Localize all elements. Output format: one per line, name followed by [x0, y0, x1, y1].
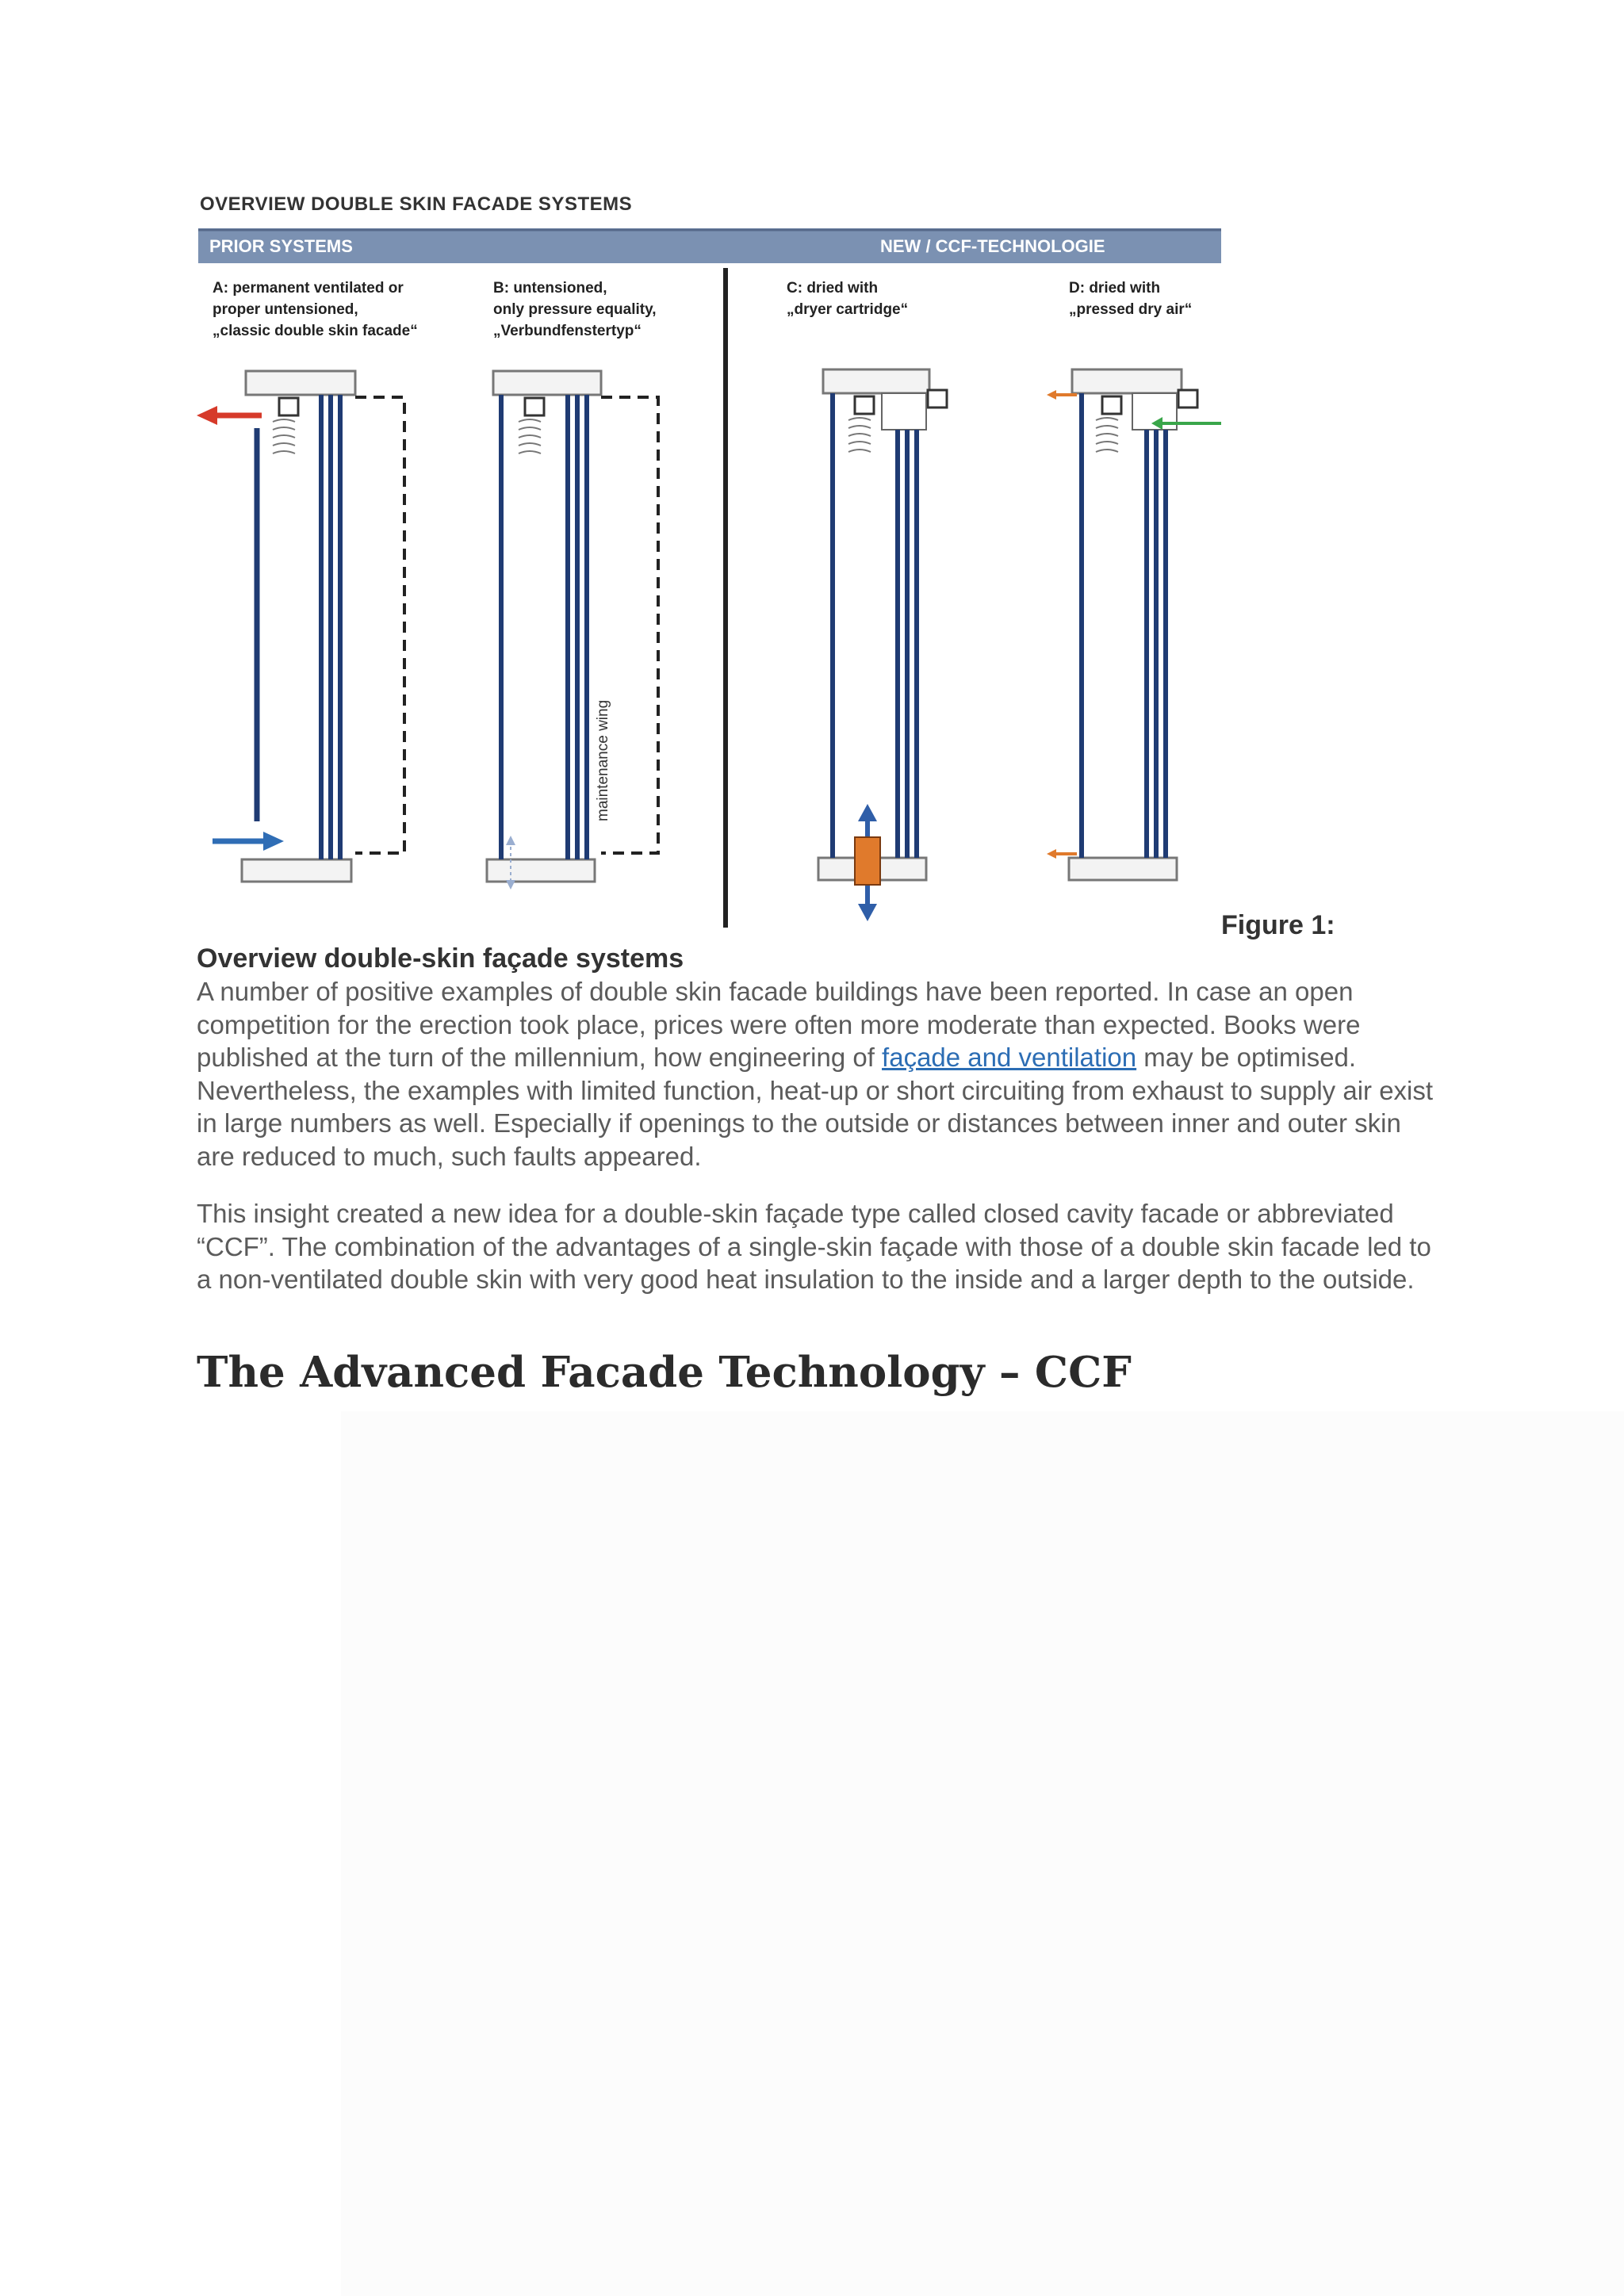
- paragraph-1-text-b: may be optimised. Nevertheless, the examples with limited function, heat-up or short circuiting from exhaust to supply air exist in large numbers as well. Especially if openings to the outside or distances between inner and outer skin are reduced to much, such faults appeared.: [197, 1043, 1434, 1171]
- page-background-shade: [341, 1411, 1624, 2296]
- figure-number: Figure 1:: [1221, 910, 1335, 940]
- variant-c-diagram: [818, 369, 947, 921]
- paragraph-1-text-a: A number of positive examples of double skin facade buildings have been reported. In case an open competition for the erection took place, prices were often more moderate than expected. Books were published at the turn of the millennium, how engineering of: [197, 977, 1361, 1072]
- paragraph-1: [197, 975, 1434, 1173]
- paragraph-2: This insight created a new idea for a double-skin façade type called closed cavity facade or abbreviated “CCF”. The combination of the advantages of a single-skin façade with those of a double skin facade led to a non-ventilated double skin with very good heat insulation to the inside and a larger depth to the outside.: [197, 1199, 1431, 1294]
- variant-d-diagram: [1047, 369, 1221, 880]
- facade-systems-figure: [190, 187, 1221, 932]
- section-heading: The Advanced Facade Technology – CCF: [197, 1348, 1132, 1397]
- new-ccf-label: NEW / CCF-TECHNOLOGIE: [880, 236, 1105, 256]
- variant-d-label: D: dried with „pressed dry air“: [1069, 280, 1193, 318]
- variant-a-diagram: [197, 371, 404, 882]
- variant-b-label: B: untensioned, only pressure equality, „Verbundfenstertyp“: [493, 280, 657, 339]
- variant-b-diagram: [487, 371, 658, 890]
- variant-a-label: A: permanent ventilated or proper untensioned, „classic double skin facade“: [213, 280, 418, 339]
- figure-title: OVERVIEW DOUBLE SKIN FACADE SYSTEMS: [200, 193, 633, 215]
- dryer-cartridge: [855, 837, 880, 885]
- figure-caption: Overview double-skin façade systems: [197, 943, 684, 974]
- variant-c-label: C: dried with „dryer cartridge“: [787, 280, 909, 318]
- prior-systems-label: PRIOR SYSTEMS: [209, 236, 353, 256]
- facade-ventilation-link[interactable]: façade and ventilation: [882, 1043, 1137, 1072]
- maintenance-wing-label: maintenance wing: [595, 699, 611, 821]
